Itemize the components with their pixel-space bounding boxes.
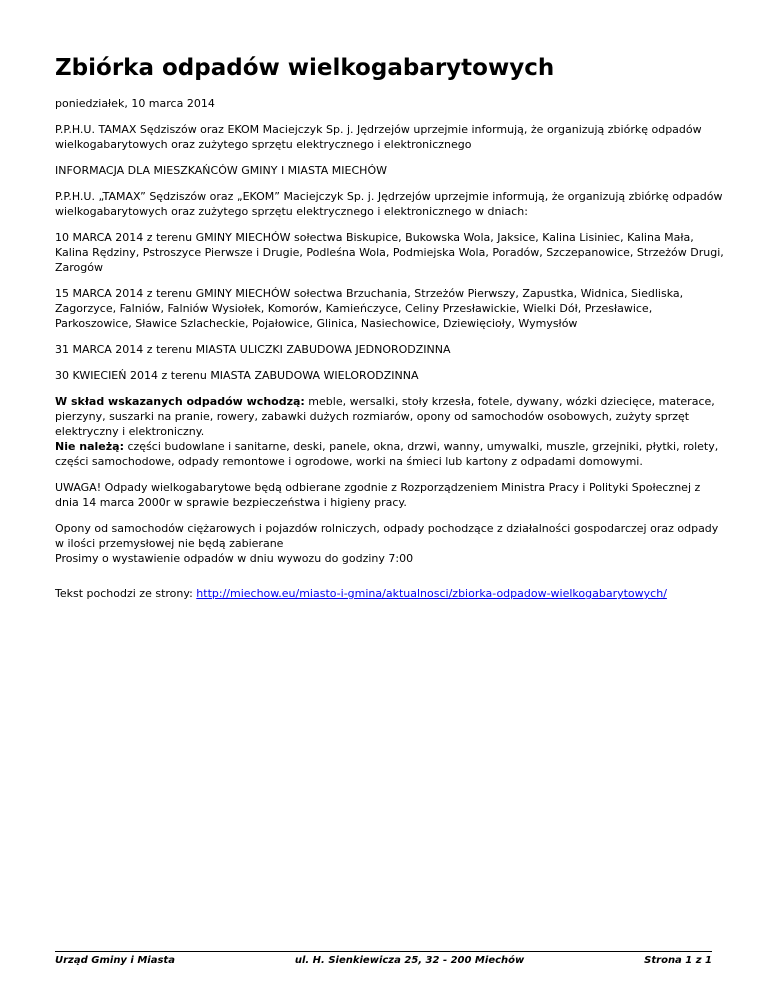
schedule-item: 30 KWIECIEŃ 2014 z terenu MIASTA ZABUDOWA WIELORODZINNA: [55, 369, 419, 382]
included-label: W skład wskazanych odpadów wchodzą:: [55, 395, 305, 408]
publish-date: poniedziałek, 10 marca 2014: [55, 97, 215, 110]
footer-page-number: Strona 1 z 1: [644, 955, 712, 966]
spacer: [55, 577, 725, 586]
intro2-paragraph: P.P.H.U. „TAMAX” Sędziszów oraz „EKOM” Maciejczyk Sp. j. Jędrzejów uprzejmie informują, że organizują zbiórkę odpadów wielkogabarytowych oraz zużytego sprzętu elektrycznego i elektronicznego w dniach:: [55, 190, 723, 218]
footer-left: Urząd Gminy i Miasta: [55, 955, 175, 966]
included-text: meble, wersalki, stoły krzesła, fotele, dywany, wózki dziecięce, materace, pierzyny, suszarki na pranie, rowery, zabawki dużych rozmiarów, opony od samochodów osobowych, zużyty sprzęt elektryczny i elektroniczny.: [55, 395, 715, 438]
excluded-text: części budowlane i sanitarne, deski, panele, okna, drzwi, wanny, umywalki, muszle, grzejniki, płytki, rolety, części samochodowe, odpady remontowe i ogrodowe, worki na śmieci lub kartony z odpadami domowymi.: [55, 440, 719, 468]
source-label: Tekst pochodzi ze strony:: [55, 587, 197, 600]
not-collected-text: Opony od samochodów ciężarowych i pojazdów rolniczych, odpady pochodzące z działalności gospodarczej oraz odpady w ilości przemysłowej nie będą zabierane: [55, 522, 719, 550]
intro-paragraph: P.P.H.U. TAMAX Sędziszów oraz EKOM Maciejczyk Sp. j. Jędrzejów uprzejmie informują, że organizują zbiórkę odpadów wielkogabarytowych oraz zużytego sprzętu elektrycznego i elektronicznego: [55, 123, 702, 151]
request-text: Prosimy o wystawienie odpadów w dniu wywozu do godziny 7:00: [55, 552, 414, 565]
schedule-item: 31 MARCA 2014 z terenu MIASTA ULICZKI ZABUDOWA JEDNORODZINNA: [55, 343, 451, 356]
schedule-item: 10 MARCA 2014 z terenu GMINY MIECHÓW sołectwa Biskupice, Bukowska Wola, Jaksice, Kalina Lisiniec, Kalina Mała, Kalina Rędziny, Pstroszyce Pierwsze i Drugie, Podleśna Wola, Podmiejska Wola, Poradów, Szczepanowice, Strzeżów Drugi, Zarogów: [55, 231, 724, 274]
page-title: Zbiórka odpadów wielkogabarytowych: [55, 55, 555, 81]
footer-address: ul. H. Sienkiewicza 25, 32 - 200 Miechów: [294, 955, 525, 966]
waste-types-paragraph: [55, 394, 725, 469]
excluded-label: Nie należą:: [55, 440, 124, 453]
page-footer: [55, 951, 712, 966]
warning-paragraph: UWAGA! Odpady wielkogabarytowe będą odbierane zgodnie z Rozporządzeniem Ministra Pracy i Polityki Społecznej z dnia 14 marca 2000r w sprawie bezpieczeństwa i higieny pracy.: [55, 481, 701, 509]
notice-paragraph: [55, 521, 725, 566]
schedule-item: 15 MARCA 2014 z terenu GMINY MIECHÓW sołectwa Brzuchania, Strzeżów Pierwszy, Zapustka, Widnica, Siedliska, Zagorzyce, Falniów, Falniów Wysiołek, Komorów, Kamieńczyce, Celiny Przesławickie, Wielki Dół, Przesławice, Parkoszowice, Sławice Szlacheckie, Pojałowice, Glinica, Nasiechowice, Dziewięcioły, Wymysłów: [55, 287, 684, 330]
document-page: [55, 52, 725, 612]
source-link[interactable]: http://miechow.eu/miasto-i-gmina/aktualnosci/zbiorka-odpadow-wielkogabarytowych/: [196, 587, 667, 600]
info-heading: INFORMACJA DLA MIESZKAŃCÓW GMINY I MIASTA MIECHÓW: [55, 164, 387, 177]
source-paragraph: [55, 586, 725, 601]
